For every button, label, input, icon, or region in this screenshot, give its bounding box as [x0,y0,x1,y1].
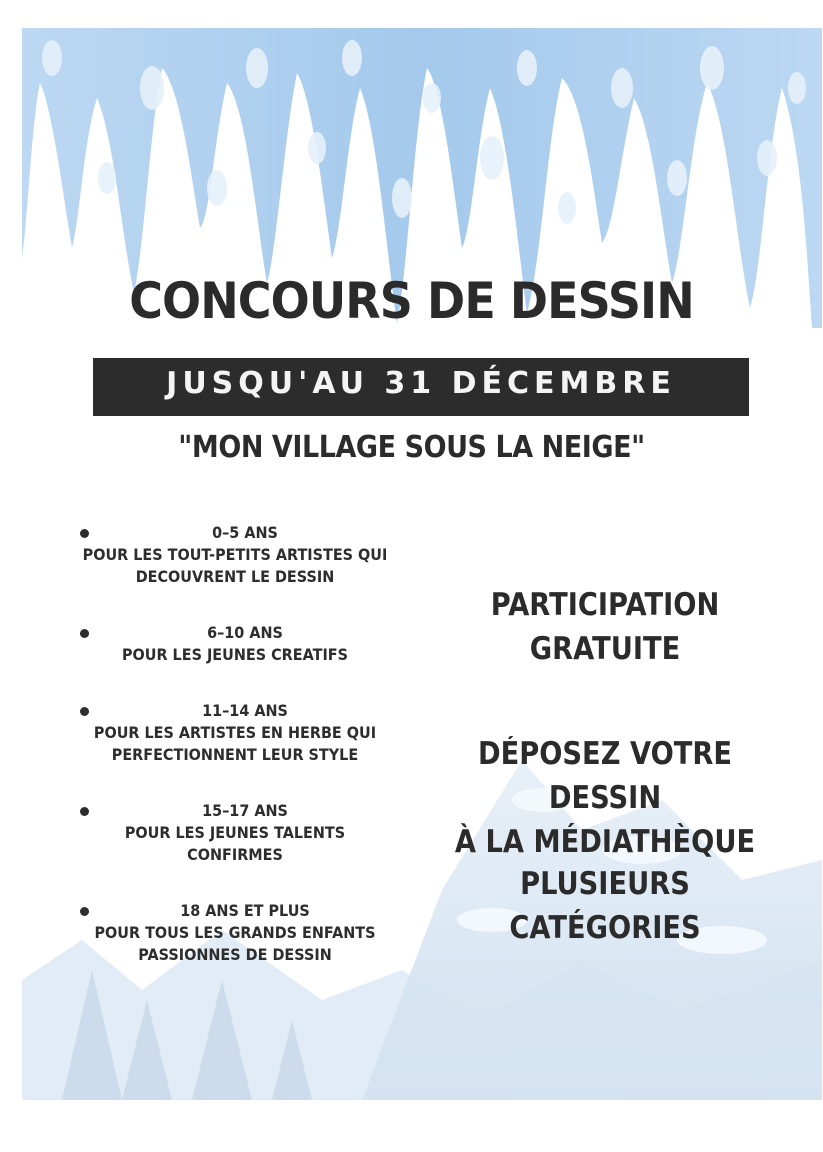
deposit-line-1: DÉPOSEZ VOTRE DESSIN [477,736,733,816]
category-description: POUR LES ARTISTES EN HERBE QUI PERFECTIONNENT LEUR STYLE [93,723,377,764]
category-item [60,622,410,666]
several-categories-notice: PLUSIEURS CATÉGORIES [509,866,701,946]
category-description: POUR LES JEUNES TALENTS CONFIRMES [124,823,346,864]
bullet-icon [80,629,89,638]
category-age: 0–5 ANS [212,523,278,542]
category-age: 11–14 ANS [202,701,288,720]
deposit-line-2: À LA MÉDIATHÈQUE [454,824,756,860]
poster-title: CONCOURS DE DESSIN [129,272,694,330]
bullet-icon [80,529,89,538]
category-age: 18 ANS ET PLUS [180,901,310,920]
category-description: POUR LES TOUT-PETITS ARTISTES QUI DECOUVRENT LE DESSIN [82,545,388,586]
category-item [60,800,410,866]
date-banner-text: JUSQU'AU 31 DÉCEMBRE [166,366,676,401]
category-item [60,522,410,588]
category-list [60,522,410,1000]
category-item [60,700,410,766]
category-age: 15–17 ANS [202,801,288,820]
category-age: 6–10 ANS [207,623,283,642]
bullet-icon [80,907,89,916]
bullet-icon [80,807,89,816]
category-item [60,900,410,966]
participation-line-1: PARTICIPATION [490,587,720,623]
category-description: POUR LES JEUNES CREATIFS [121,645,349,664]
bullet-icon [80,707,89,716]
participation-line-2: GRATUITE [529,631,681,667]
category-description: POUR TOUS LES GRANDS ENFANTS PASSIONNES DE DESSIN [94,923,376,964]
contest-theme: "MON VILLAGE SOUS LA NEIGE" [178,430,645,465]
participation-notice [477,583,732,671]
date-banner [93,358,749,416]
deposit-notice [442,732,768,864]
